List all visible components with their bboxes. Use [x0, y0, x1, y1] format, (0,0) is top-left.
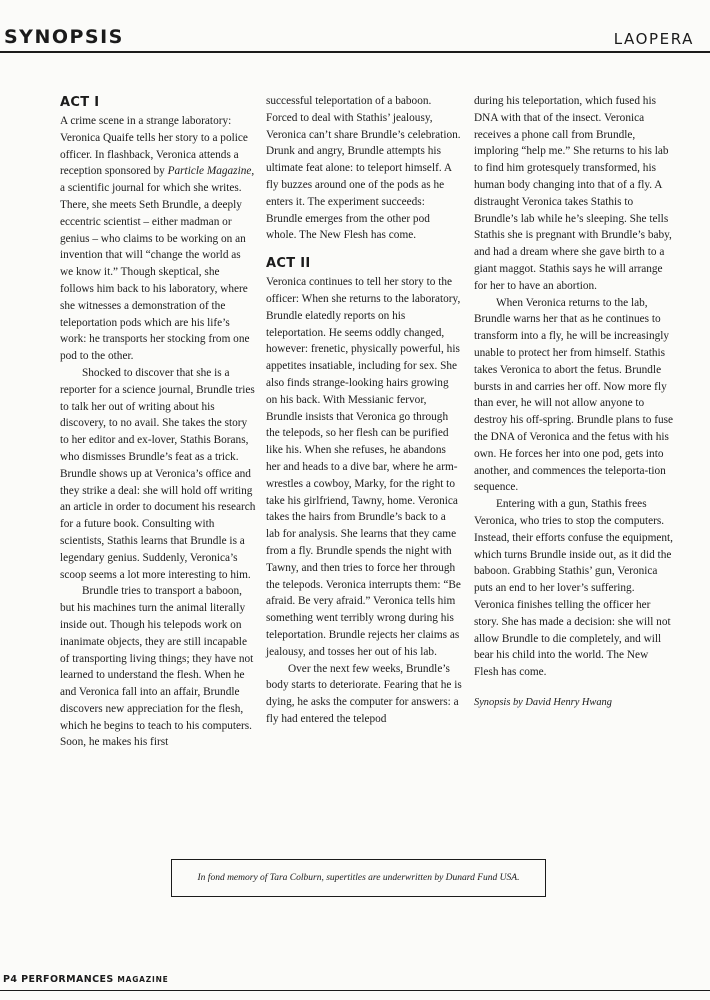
act-2-paragraph-1: Veronica continues to tell her story to the officer: When she returns to the laboratory, Brundle elatedly reports on his teleportation. He seems oddly changed, however: frenetic, physically powerful, his appetites insatiable, including for sex. She also finds strange-looking hairs growing on his back. With Messianic fervor, Brundle insists that Veronica go through the telepods, so her flesh can be purified like his. When she refuses, he abandons her and heads to a dive bar, where he arm-wrestles a cowboy, Marky, for the right to take his girlfriend, Tawny, home. Veronica takes the hairs from Brundle’s back to a lab for analysis. She learns that they came from a fly. Brundle spends the night with Tawny, and then tries to force her through the telepods. Veronica interrupts them: “Be afraid. Be very afraid.” Veronica tells him something went terribly wrong during his teleportation. Brundle rejects her claims as jealousy, and tosses her out of his lab. — [266, 276, 461, 658]
act-1-paragraph-2: Shocked to discover that she is a reporter for a science journal, Brundle tries to talk her out of writing about his discovery, to no avail. She takes the story to her editor and ex-lover, Stathis Borans, who dismisses Brundle’s feat as a trick. Brundle shows up at Veronica’s office and they strike a deal: she will hold off writing an article in order to document his research for a future book. Consulting with scientists, Stathis learns that Brundle is a legendary genius. Suddenly, Veronica’s scoop seems a lot more interesting to him. — [60, 366, 256, 581]
magazine-name: PERFORMANCES — [21, 974, 114, 985]
column-1 — [60, 93, 256, 751]
memorial-note-text: In fond memory of Tara Colburn, supertitles are underwritten by Dunard Fund USA. — [197, 873, 520, 883]
paragraph-text: , a scientific journal for which she writes. There, she meets Seth Brundle, a deeply eccentric scientist – either madman or genius – who claims to be working on an invention that will “change the world as we know it.” Though skeptical, she follows him back to his laboratory, where she witnesses a demonstration of the teleportation pods which are his life’s work: he transports her stocking from one pod to the other. — [60, 165, 255, 363]
paragraph-text: A crime scene in a strange laboratory: Veronica Quaife tells her story to a police officer. In flashback, Veronica attends a reception sponsored by — [60, 115, 248, 178]
header-divider — [0, 51, 710, 53]
footer-divider — [0, 990, 710, 991]
synopsis-credit: Synopsis by David Henry Hwang — [474, 696, 612, 708]
act-1-paragraph-1 — [60, 113, 256, 365]
act-1-paragraph-3: Brundle tries to transport a baboon, but his machines turn the animal literally inside out. Though his telepods work on inanimate objects, they are still incapable of transporting living things; they have not learned to understand the flesh. When he and Veronica fall into an affair, Brundle discovers new appreciation for the flesh, which he begins to teach to his computers. Soon, he makes his first — [60, 585, 254, 749]
brand-logo: LAOPERA — [613, 30, 694, 48]
section-title: SYNOPSIS — [4, 26, 124, 48]
act-1-paragraph-3-continued: successful teleportation of a baboon. Forced to deal with Stathis’ jealousy, Veronica can’t share Brundle’s celebration. Drunk and angry, Brundle attempts his ultimate feat alone: to teleport himself. A fly buzzes around one of the pods as he enters it. The experiment succeeds: Brundle emerges from the other pod whole. The New Flesh has come. — [266, 95, 461, 242]
page-number: P4 — [3, 974, 18, 985]
act-2-paragraph-2: Over the next few weeks, Brundle’s body starts to deteriorate. Fearing that he is dying, he asks the computer for answers: a fly had entered the telepod — [266, 662, 462, 725]
magazine-title: Particle Magazine — [167, 165, 252, 178]
act-2-paragraph-2-continued: during his teleportation, which fused his DNA with that of the insect. Veronica receives a phone call from Brundle, imploring “help me.” She returns to his lab to find him grotesquely transformed, his human body changing into that of a fly. A distraught Veronica takes Stathis to Brundle’s lab while he’s sleeping. She tells Stathis she is pregnant with Brundle’s baby, and had a dream where she gave birth to a giant maggot. Stathis says he will arrange for her to have an abortion. — [474, 95, 672, 292]
page-footer — [3, 974, 169, 985]
column-3 — [474, 93, 674, 712]
act-2-paragraph-4: Entering with a gun, Stathis frees Veronica, who tries to stop the computers. Instead, their efforts confuse the equipment, which turns Brundle inside out, as it did the baboon. Grabbing Stathis’ gun, Veronica puts an end to her lover’s suffering. Veronica finishes telling the officer her story. She has made a decision: she will not allow Brundle to die completely, and will bear his child into the world. The New Flesh has come. — [474, 498, 673, 679]
act-2-heading: ACT II — [266, 256, 311, 272]
act-2-paragraph-3: When Veronica returns to the lab, Brundle warns her that as he continues to transform into a fly, he will be increasingly unable to protect her from himself. Stathis takes Veronica to abort the fetus. Brundle bursts in and carries her off. Now more fly than ever, he will not allow anyone to destroy his off-spring. Brundle plans to fuse the DNA of Veronica and the fetus with his own. He forces her into one pod, gets into another, and commences the teleporta-tion sequence. — [474, 296, 674, 494]
column-2 — [266, 93, 462, 728]
memorial-note-box — [171, 859, 546, 897]
act-1-heading: ACT I — [60, 95, 100, 110]
magazine-name-suffix: MAGAZINE — [117, 975, 169, 984]
